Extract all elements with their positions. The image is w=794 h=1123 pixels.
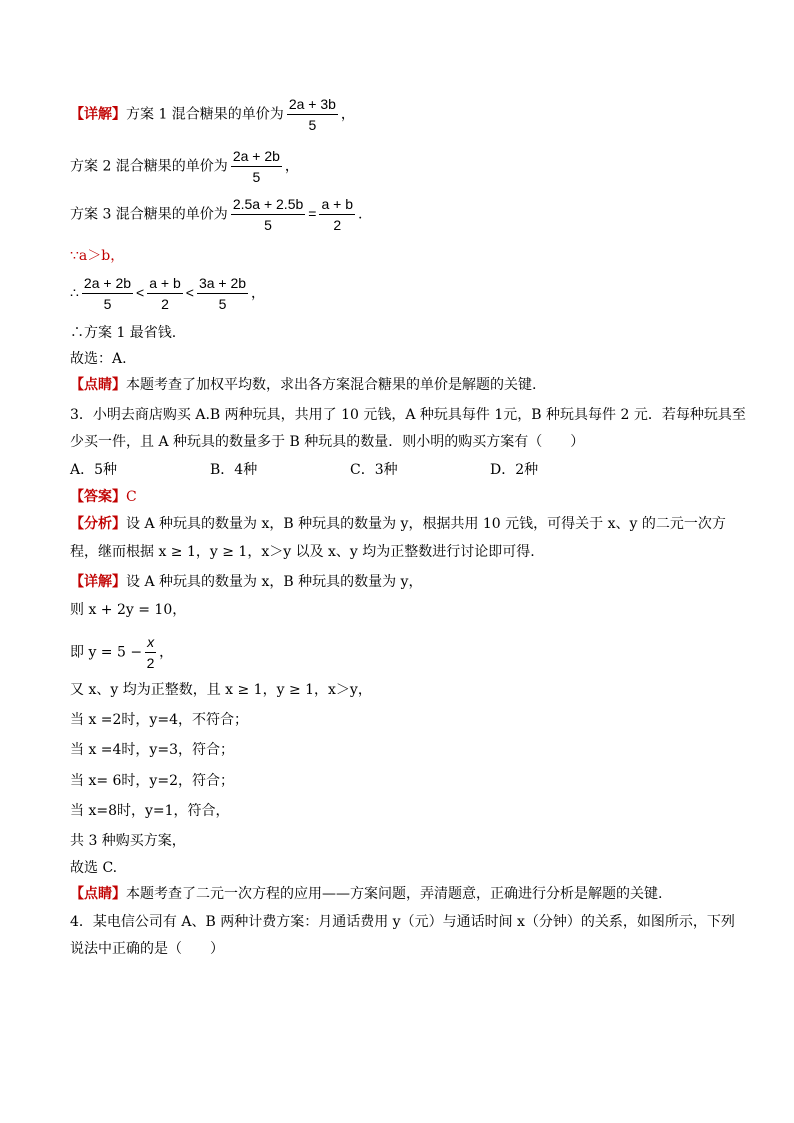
q3-line-2: 少买一件，且 A 种玩具的数量多于 B 种玩具的数量．则小明的购买方案有（ ） bbox=[70, 434, 585, 450]
total-line: 共 3 种购买方案， bbox=[70, 833, 186, 849]
plan3-fraction: $\frac{2.5a + 2.5b}{5}$ bbox=[232, 196, 304, 233]
plan3-text: 方案 3 混合糖果的单价为 bbox=[70, 206, 228, 223]
plan3-fraction-2: $\frac{a + b}{2}$ bbox=[321, 196, 353, 233]
q4-line-1: 4．某电信公司有 A、B 两种计费方案：月通话费用 y（元）与通话时间 x（分钟）的关系，如图所示，下列 bbox=[70, 914, 735, 930]
plan1-fraction: $\frac{2a + 3b}{5}$ bbox=[288, 96, 336, 133]
answer-line bbox=[70, 487, 137, 507]
detail-line-1: 【详解】设 A 种玩具的数量为 x，B 种玩具的数量为 y， bbox=[70, 574, 423, 590]
case-line-2: 当 x =4时，y=3，符合； bbox=[70, 742, 234, 758]
comment-tag-q3: 【点睛】 bbox=[70, 886, 126, 902]
analysis-line-1: 【分析】设 A 种玩具的数量为 x，B 种玩具的数量为 y，根据共用 10 元钱，可得关于 x、y 的二元一次方 bbox=[70, 516, 726, 532]
case-line-4: 当 x=8时，y=1，符合， bbox=[70, 803, 230, 819]
analysis-line-2: 程，继而根据 x ≥ 1，y ≥ 1，x＞y 以及 x、y 均为正整数进行讨论即可得. bbox=[70, 544, 535, 560]
x-over-2-fraction: $\frac{x}{2}$ bbox=[146, 634, 155, 671]
plan1-line: 【详解】方案 1 混合糖果的单价为 $\frac{2a + 3b}{5}$ ， bbox=[70, 96, 355, 133]
comment-line: 【点睛】本题考查了加权平均数，求出各方案混合糖果的单价是解题的关键. bbox=[70, 377, 537, 393]
plan2-fraction: $\frac{2a + 2b}{5}$ bbox=[232, 148, 280, 185]
choice-line-q3: 故选 C. bbox=[70, 860, 118, 876]
q4-line-2: 说法中正确的是（ ） bbox=[70, 941, 224, 957]
case-line-1: 当 x =2时，y=4，不符合； bbox=[70, 712, 248, 728]
because-line: ∵a＞b， bbox=[70, 248, 125, 264]
detail-line-3: 即 y = 5 − $\frac{x}{2}$ ， bbox=[70, 634, 174, 671]
answer-value: C bbox=[126, 489, 137, 505]
answer-tag: 【答案】 bbox=[70, 489, 126, 505]
inequality-line: ∴ $\frac{2a + 2b}{5}$ < $\frac{a + b}{2}$ < $\frac{3a + 2b}{5}$ ， bbox=[70, 275, 266, 312]
detail-tag-q3: 【详解】 bbox=[70, 574, 126, 590]
plan1-text: 方案 1 混合糖果的单价为 bbox=[126, 106, 284, 123]
q3-line-1: 3．小明去商店购买 A.B 两种玩具，共用了 10 元钱，A 种玩具每件 1元，B 种玩具每件 2 元．若每种玩具至 bbox=[70, 407, 746, 423]
ineq-fraction-1: $\frac{2a + 2b}{5}$ bbox=[83, 275, 132, 312]
option-d: D．2种 bbox=[490, 462, 539, 478]
plan2-line: 方案 2 混合糖果的单价为 $\frac{2a + 2b}{5}$ ， bbox=[70, 148, 299, 185]
comment-tag: 【点睛】 bbox=[70, 377, 126, 393]
ineq-fraction-3: $\frac{3a + 2b}{5}$ bbox=[198, 275, 247, 312]
detail-line-4: 又 x、y 均为正整数，且 x ≥ 1，y ≥ 1，x＞y， bbox=[70, 682, 372, 698]
plan2-text: 方案 2 混合糖果的单价为 bbox=[70, 158, 228, 175]
conclusion-line: ∴方案 1 最省钱. bbox=[70, 325, 177, 341]
comment-line-q3: 【点睛】本题考查了二元一次方程的应用——方案问题，弄清题意，正确进行分析是解题的关键. bbox=[70, 886, 663, 902]
q3-options bbox=[70, 460, 630, 480]
ineq-fraction-2: $\frac{a + b}{2}$ bbox=[149, 275, 181, 312]
option-c: C．3种 bbox=[350, 462, 398, 478]
plan3-line: 方案 3 混合糖果的单价为 $\frac{2.5a + 2.5b}{5}$ = $\frac{a + b}{2}$ . bbox=[70, 196, 363, 233]
analysis-tag: 【分析】 bbox=[70, 516, 126, 532]
option-b: B．4种 bbox=[210, 462, 258, 478]
choice-line: 故选：A. bbox=[70, 351, 127, 367]
case-line-3: 当 x= 6时，y=2，符合； bbox=[70, 773, 234, 789]
detail-line-2: 则 x + 2y = 10， bbox=[70, 602, 187, 618]
detail-tag: 【详解】 bbox=[70, 106, 126, 123]
option-a: A．5种 bbox=[70, 462, 118, 478]
